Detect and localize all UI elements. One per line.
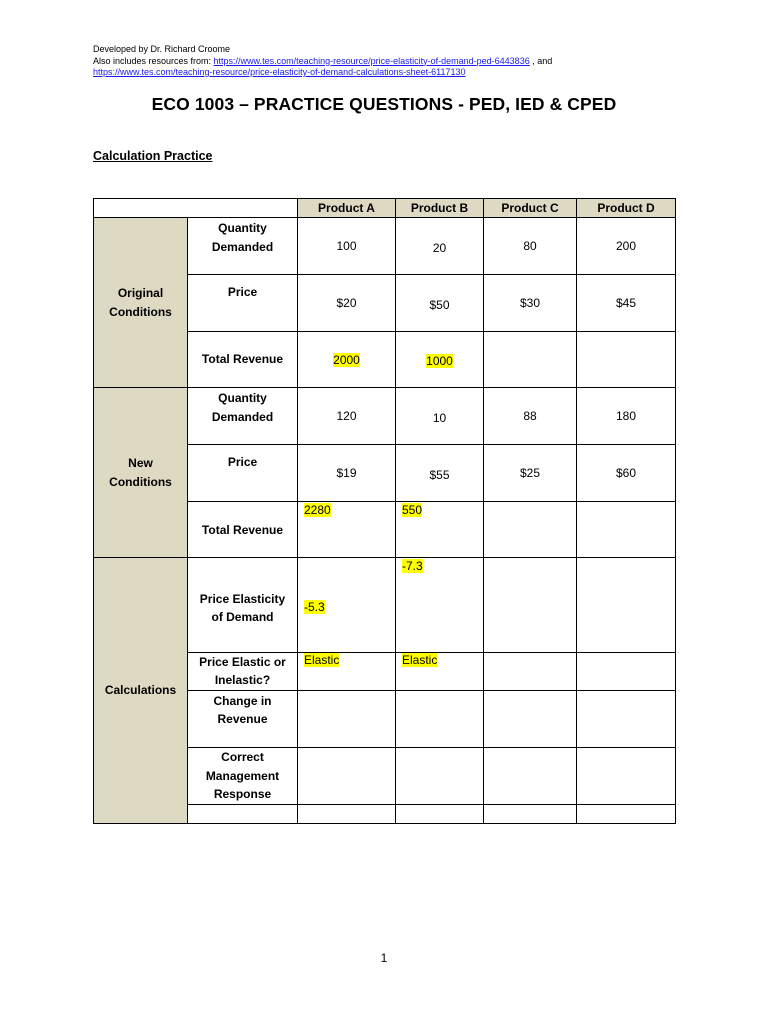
row-label-response-text: Correct Management Response	[205, 750, 280, 802]
row-label-revenue: Total Revenue	[188, 332, 298, 388]
empty-final-label	[188, 804, 298, 823]
cell-original-price-b[interactable]: $50	[396, 275, 484, 332]
cell-original-price-d[interactable]: $45	[577, 275, 676, 332]
group-new-label: New Conditions	[109, 456, 172, 489]
cell-ped-c[interactable]	[484, 558, 577, 652]
cell-original-revenue-c[interactable]	[484, 332, 577, 388]
cell-original-quantity-b[interactable]: 20	[396, 218, 484, 275]
cell-new-price-b[interactable]: $55	[396, 445, 484, 502]
column-header-product-c: Product C	[484, 199, 577, 218]
row-label-quantity-text: Quantity Demanded	[211, 221, 274, 254]
row-label-new-revenue: Total Revenue	[188, 502, 298, 558]
empty-final-c[interactable]	[484, 804, 577, 823]
cell-new-revenue-a[interactable]	[298, 502, 396, 558]
cell-original-quantity-a[interactable]: 100	[298, 218, 396, 275]
highlight-original-revenue-a: 2000	[333, 352, 360, 367]
cell-change-b[interactable]	[396, 690, 484, 747]
column-header-product-b: Product B	[396, 199, 484, 218]
cell-response-a[interactable]	[298, 747, 396, 804]
cell-ped-a[interactable]	[298, 558, 396, 652]
page-number: 1	[380, 951, 388, 965]
row-label-quantity	[188, 218, 298, 275]
group-new-conditions	[94, 388, 188, 558]
highlight-elastic-a: Elastic	[304, 652, 340, 667]
resources-line	[93, 56, 552, 68]
cell-response-d[interactable]	[577, 747, 676, 804]
highlight-new-revenue-b: 550	[402, 503, 423, 518]
cell-original-revenue-a[interactable]	[298, 332, 396, 388]
new-quantity-row	[94, 388, 676, 445]
row-label-elastic-text: Price Elastic or Inelastic?	[199, 654, 286, 688]
row-label-ped	[188, 558, 298, 652]
cell-new-quantity-b[interactable]: 10	[396, 388, 484, 445]
author-line: Developed by Dr. Richard Croome	[93, 44, 231, 54]
cell-response-c[interactable]	[484, 747, 577, 804]
cell-original-quantity-d[interactable]: 200	[577, 218, 676, 275]
cell-original-price-c[interactable]: $30	[484, 275, 577, 332]
highlight-new-revenue-a: 2280	[304, 503, 331, 518]
cell-new-revenue-c[interactable]	[484, 502, 577, 558]
cell-original-quantity-c[interactable]: 80	[484, 218, 577, 275]
row-label-new-quantity-text: Quantity Demanded	[211, 391, 274, 424]
highlight-ped-b: -7.3	[402, 559, 423, 574]
row-label-response	[188, 747, 298, 804]
cell-original-price-a[interactable]: $20	[298, 275, 396, 332]
row-label-new-quantity	[188, 388, 298, 445]
group-original-label: Original Conditions	[109, 286, 172, 319]
empty-final-a[interactable]	[298, 804, 396, 823]
cell-ped-d[interactable]	[577, 558, 676, 652]
group-original-conditions	[94, 218, 188, 388]
resource-link-2[interactable]: https://www.tes.com/teaching-resource/price-elasticity-of-demand-calculations-sheet-6117130	[93, 67, 466, 77]
column-header-product-a: Product A	[298, 199, 396, 218]
row-label-ped-text: Price Elasticity of Demand	[199, 591, 286, 625]
cell-new-revenue-b[interactable]	[396, 502, 484, 558]
cell-ped-b[interactable]	[396, 558, 484, 652]
ped-row	[94, 558, 676, 652]
row-label-new-price: Price	[188, 445, 298, 502]
link-joiner: , and	[529, 55, 553, 66]
row-label-elastic	[188, 652, 298, 690]
header-blank-cell	[94, 199, 298, 218]
cell-elastic-a[interactable]	[298, 652, 396, 690]
cell-original-revenue-b[interactable]	[396, 332, 484, 388]
empty-final-b[interactable]	[396, 804, 484, 823]
resource-link-1[interactable]: https://www.tes.com/teaching-resource/price-elasticity-of-demand-ped-6443836	[213, 55, 530, 66]
cell-new-price-a[interactable]: $19	[298, 445, 396, 502]
highlight-elastic-b: Elastic	[402, 652, 438, 667]
row-label-price: Price	[188, 275, 298, 332]
calculation-table	[93, 198, 676, 824]
resources-line-2	[93, 67, 552, 79]
highlight-ped-a: -5.3	[304, 600, 325, 615]
row-label-change-text: Change in Revenue	[213, 693, 272, 727]
page-title: ECO 1003 – PRACTICE QUESTIONS - PED, IED & CPED	[151, 94, 617, 114]
cell-new-price-c[interactable]: $25	[484, 445, 577, 502]
document-header	[93, 44, 552, 79]
section-heading: Calculation Practice	[93, 149, 213, 163]
empty-final-d[interactable]	[577, 804, 676, 823]
header-row	[94, 199, 676, 218]
cell-elastic-c[interactable]	[484, 652, 577, 690]
cell-response-b[interactable]	[396, 747, 484, 804]
highlight-original-revenue-b: 1000	[426, 353, 453, 368]
original-quantity-row	[94, 218, 676, 275]
row-label-change	[188, 690, 298, 747]
cell-new-quantity-c[interactable]: 88	[484, 388, 577, 445]
cell-change-d[interactable]	[577, 690, 676, 747]
cell-elastic-b[interactable]	[396, 652, 484, 690]
cell-new-quantity-a[interactable]: 120	[298, 388, 396, 445]
cell-change-a[interactable]	[298, 690, 396, 747]
cell-elastic-d[interactable]	[577, 652, 676, 690]
group-calculations: Calculations	[94, 558, 188, 824]
cell-new-revenue-d[interactable]	[577, 502, 676, 558]
cell-new-quantity-d[interactable]: 180	[577, 388, 676, 445]
column-header-product-d: Product D	[577, 199, 676, 218]
cell-change-c[interactable]	[484, 690, 577, 747]
resources-prefix: Also includes resources from:	[93, 55, 214, 66]
cell-new-price-d[interactable]: $60	[577, 445, 676, 502]
cell-original-revenue-d[interactable]	[577, 332, 676, 388]
